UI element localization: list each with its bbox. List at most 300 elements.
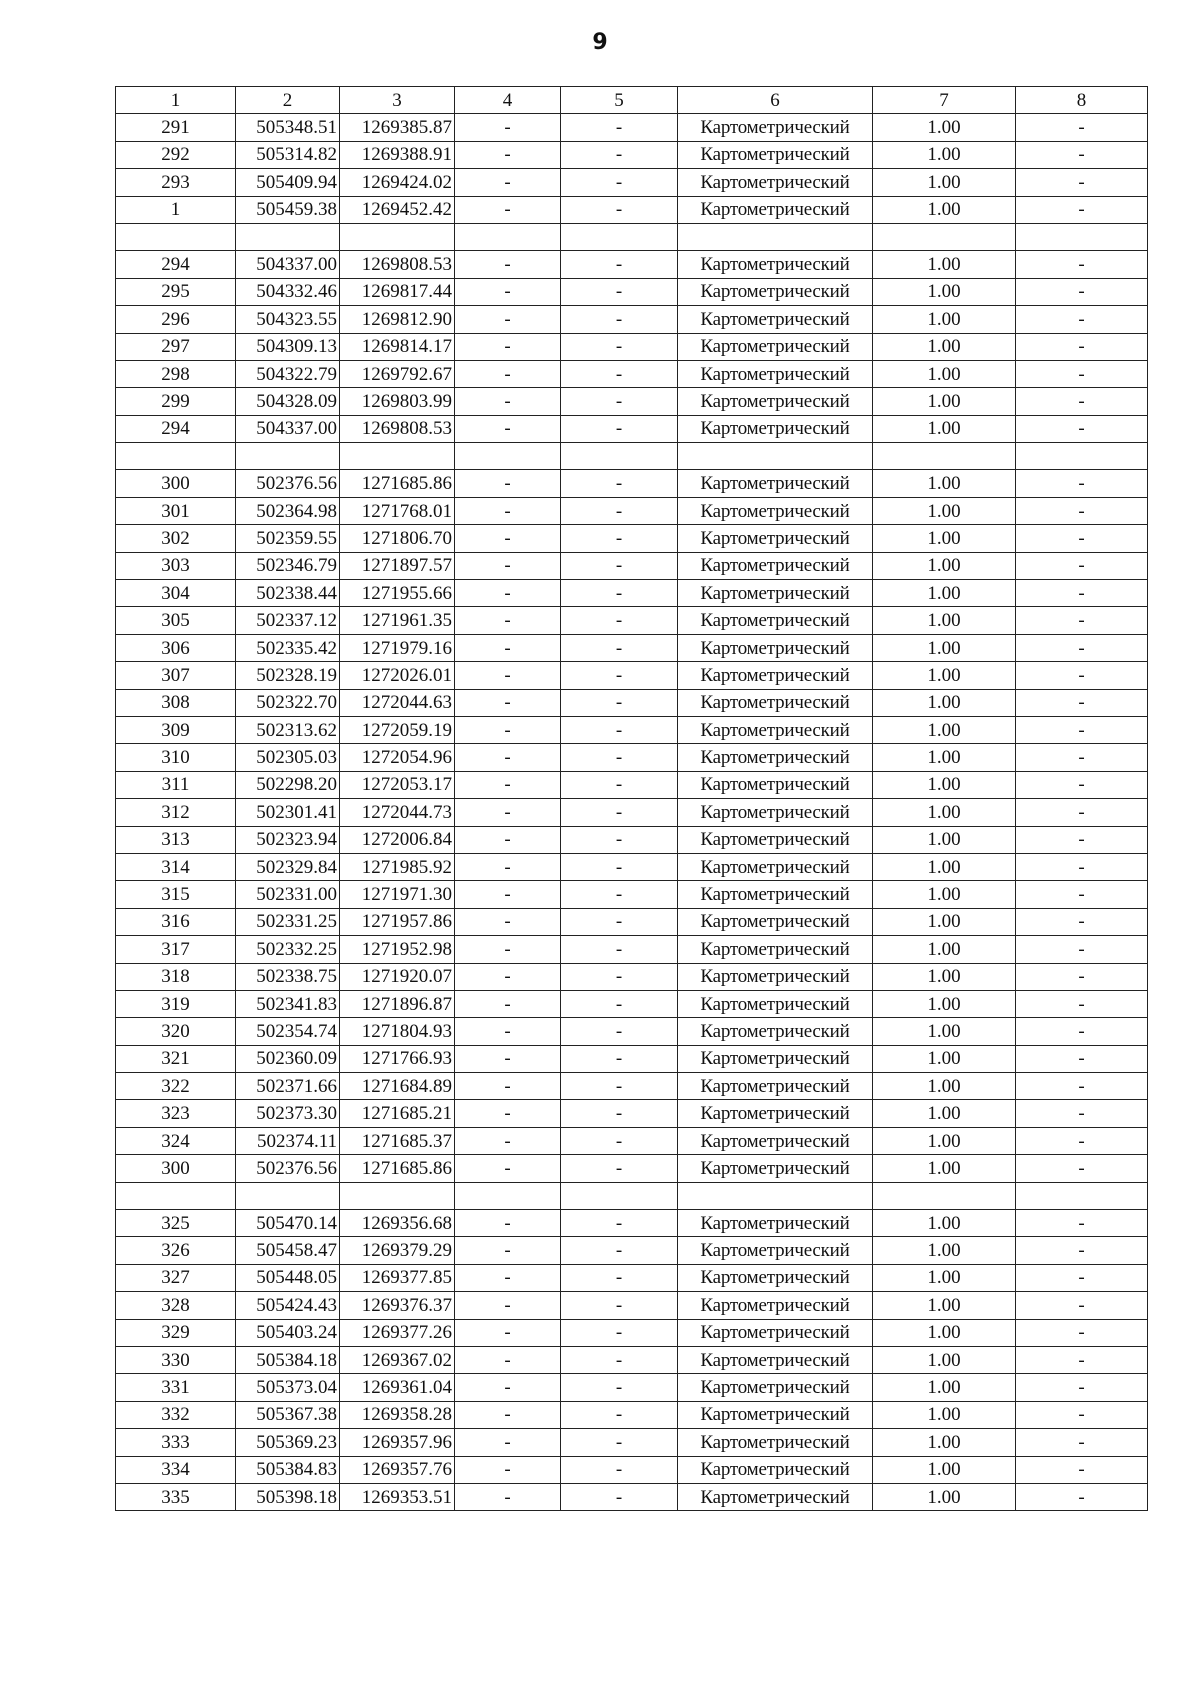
cell-x: 505448.05 xyxy=(236,1264,340,1291)
cell-col5: - xyxy=(561,1210,678,1237)
cell-col4: - xyxy=(455,1127,561,1154)
table-row xyxy=(116,333,1148,360)
cell-x: 502354.74 xyxy=(236,1018,340,1045)
cell-method: Картометрический xyxy=(678,1319,873,1346)
cell-y: 1272044.63 xyxy=(340,689,455,716)
cell-col5: - xyxy=(561,1456,678,1483)
cell-method: Картометрический xyxy=(678,1073,873,1100)
cell-col4: - xyxy=(455,1483,561,1510)
cell-point-number: 327 xyxy=(116,1264,236,1291)
cell-method: Картометрический xyxy=(678,1346,873,1373)
cell-accuracy: 1.00 xyxy=(873,990,1016,1017)
cell-y: 1269353.51 xyxy=(340,1483,455,1510)
cell-accuracy: 1.00 xyxy=(873,799,1016,826)
cell-col8: - xyxy=(1016,853,1148,880)
cell-x: 502331.25 xyxy=(236,908,340,935)
cell-method: Картометрический xyxy=(678,415,873,442)
table-row xyxy=(116,1210,1148,1237)
cell-point-number: 292 xyxy=(116,141,236,168)
cell-col8: - xyxy=(1016,744,1148,771)
table-row xyxy=(116,881,1148,908)
cell-accuracy: 1.00 xyxy=(873,360,1016,387)
cell-x: 504309.13 xyxy=(236,333,340,360)
cell-accuracy: 1.00 xyxy=(873,114,1016,141)
cell-x: 502376.56 xyxy=(236,1155,340,1182)
cell-col5: - xyxy=(561,1045,678,1072)
cell-method: Картометрический xyxy=(678,744,873,771)
cell-point-number xyxy=(116,223,236,250)
table-row xyxy=(116,497,1148,524)
cell-method: Картометрический xyxy=(678,525,873,552)
cell-col4: - xyxy=(455,333,561,360)
cell-y: 1271806.70 xyxy=(340,525,455,552)
cell-x: 504337.00 xyxy=(236,251,340,278)
cell-col4: - xyxy=(455,360,561,387)
cell-col8: - xyxy=(1016,908,1148,935)
cell-col5: - xyxy=(561,1264,678,1291)
cell-col5: - xyxy=(561,908,678,935)
cell-y: 1271971.30 xyxy=(340,881,455,908)
column-header: 3 xyxy=(340,87,455,114)
cell-accuracy: 1.00 xyxy=(873,1100,1016,1127)
cell-col5: - xyxy=(561,936,678,963)
cell-col8: - xyxy=(1016,1292,1148,1319)
column-header: 1 xyxy=(116,87,236,114)
table-row xyxy=(116,1182,1148,1209)
cell-y: 1269361.04 xyxy=(340,1374,455,1401)
cell-col5: - xyxy=(561,1483,678,1510)
cell-point-number: 294 xyxy=(116,415,236,442)
cell-point-number: 306 xyxy=(116,634,236,661)
cell-x: 505384.83 xyxy=(236,1456,340,1483)
column-header: 7 xyxy=(873,87,1016,114)
column-header: 4 xyxy=(455,87,561,114)
cell-col5: - xyxy=(561,278,678,305)
cell-method: Картометрический xyxy=(678,1127,873,1154)
cell-point-number: 335 xyxy=(116,1483,236,1510)
cell-col5: - xyxy=(561,771,678,798)
cell-col4: - xyxy=(455,1374,561,1401)
cell-accuracy: 1.00 xyxy=(873,936,1016,963)
cell-method: Картометрический xyxy=(678,1292,873,1319)
cell-col8: - xyxy=(1016,1100,1148,1127)
cell-point-number: 331 xyxy=(116,1374,236,1401)
cell-x: 504332.46 xyxy=(236,278,340,305)
cell-method: Картометрический xyxy=(678,552,873,579)
cell-col8: - xyxy=(1016,580,1148,607)
cell-accuracy: 1.00 xyxy=(873,1073,1016,1100)
cell-x: 505459.38 xyxy=(236,196,340,223)
cell-point-number: 314 xyxy=(116,853,236,880)
cell-y: 1271896.87 xyxy=(340,990,455,1017)
cell-accuracy: 1.00 xyxy=(873,525,1016,552)
table-row xyxy=(116,662,1148,689)
cell-y: 1269357.76 xyxy=(340,1456,455,1483)
cell-y: 1269803.99 xyxy=(340,388,455,415)
cell-col4: - xyxy=(455,278,561,305)
coordinates-table xyxy=(115,86,1148,1511)
table-row xyxy=(116,1018,1148,1045)
cell-method: Картометрический xyxy=(678,306,873,333)
table-header-row xyxy=(116,87,1148,114)
cell-point-number xyxy=(116,1182,236,1209)
cell-x: 504322.79 xyxy=(236,360,340,387)
cell-col5 xyxy=(561,1182,678,1209)
cell-col4 xyxy=(455,1182,561,1209)
cell-accuracy: 1.00 xyxy=(873,1045,1016,1072)
table-row xyxy=(116,141,1148,168)
cell-y: 1269377.85 xyxy=(340,1264,455,1291)
cell-col8: - xyxy=(1016,1155,1148,1182)
column-header: 2 xyxy=(236,87,340,114)
cell-col5: - xyxy=(561,1018,678,1045)
cell-y: 1272026.01 xyxy=(340,662,455,689)
cell-method: Картометрический xyxy=(678,1374,873,1401)
cell-col5: - xyxy=(561,1319,678,1346)
cell-accuracy: 1.00 xyxy=(873,552,1016,579)
cell-method: Картометрический xyxy=(678,881,873,908)
cell-x: 505409.94 xyxy=(236,169,340,196)
cell-x: 502359.55 xyxy=(236,525,340,552)
cell-col8: - xyxy=(1016,333,1148,360)
cell-x: 502338.75 xyxy=(236,963,340,990)
cell-accuracy: 1.00 xyxy=(873,853,1016,880)
table-row xyxy=(116,1429,1148,1456)
cell-x: 502329.84 xyxy=(236,853,340,880)
cell-point-number: 317 xyxy=(116,936,236,963)
table-row xyxy=(116,1483,1148,1510)
cell-y: 1269812.90 xyxy=(340,306,455,333)
cell-accuracy: 1.00 xyxy=(873,333,1016,360)
cell-col5: - xyxy=(561,525,678,552)
cell-accuracy: 1.00 xyxy=(873,141,1016,168)
cell-col8: - xyxy=(1016,497,1148,524)
cell-method: Картометрический xyxy=(678,1401,873,1428)
cell-col5: - xyxy=(561,141,678,168)
cell-col5: - xyxy=(561,634,678,661)
cell-y: 1269376.37 xyxy=(340,1292,455,1319)
cell-col8: - xyxy=(1016,196,1148,223)
cell-accuracy: 1.00 xyxy=(873,1401,1016,1428)
cell-col8: - xyxy=(1016,1456,1148,1483)
cell-col5: - xyxy=(561,689,678,716)
cell-col8: - xyxy=(1016,1018,1148,1045)
cell-point-number: 305 xyxy=(116,607,236,634)
cell-method: Картометрический xyxy=(678,251,873,278)
cell-col8 xyxy=(1016,223,1148,250)
cell-accuracy: 1.00 xyxy=(873,1429,1016,1456)
cell-col4: - xyxy=(455,1264,561,1291)
cell-col4: - xyxy=(455,552,561,579)
cell-accuracy: 1.00 xyxy=(873,1018,1016,1045)
cell-accuracy: 1.00 xyxy=(873,1292,1016,1319)
cell-accuracy: 1.00 xyxy=(873,771,1016,798)
cell-col5: - xyxy=(561,251,678,278)
cell-point-number: 298 xyxy=(116,360,236,387)
cell-x: 502313.62 xyxy=(236,716,340,743)
cell-method: Картометрический xyxy=(678,634,873,661)
cell-accuracy: 1.00 xyxy=(873,1155,1016,1182)
cell-y: 1269357.96 xyxy=(340,1429,455,1456)
cell-point-number: 291 xyxy=(116,114,236,141)
cell-point-number: 316 xyxy=(116,908,236,935)
cell-col4: - xyxy=(455,1237,561,1264)
cell-col5: - xyxy=(561,1346,678,1373)
cell-x: 502332.25 xyxy=(236,936,340,963)
cell-x: 505369.23 xyxy=(236,1429,340,1456)
cell-accuracy: 1.00 xyxy=(873,196,1016,223)
cell-col8: - xyxy=(1016,1210,1148,1237)
cell-accuracy: 1.00 xyxy=(873,826,1016,853)
cell-col5: - xyxy=(561,114,678,141)
cell-point-number: 322 xyxy=(116,1073,236,1100)
cell-accuracy: 1.00 xyxy=(873,306,1016,333)
cell-method: Картометрический xyxy=(678,771,873,798)
cell-col4: - xyxy=(455,169,561,196)
column-header: 6 xyxy=(678,87,873,114)
cell-col5: - xyxy=(561,580,678,607)
cell-col5: - xyxy=(561,1429,678,1456)
cell-col5: - xyxy=(561,415,678,442)
cell-x: 502371.66 xyxy=(236,1073,340,1100)
table-row xyxy=(116,360,1148,387)
cell-col8: - xyxy=(1016,826,1148,853)
table-row xyxy=(116,415,1148,442)
cell-method: Картометрический xyxy=(678,497,873,524)
cell-point-number: 315 xyxy=(116,881,236,908)
column-header: 8 xyxy=(1016,87,1148,114)
cell-method: Картометрический xyxy=(678,1210,873,1237)
table-row xyxy=(116,826,1148,853)
cell-accuracy: 1.00 xyxy=(873,1319,1016,1346)
cell-method: Картометрический xyxy=(678,799,873,826)
cell-accuracy: 1.00 xyxy=(873,169,1016,196)
table-row xyxy=(116,634,1148,661)
cell-x: 505403.24 xyxy=(236,1319,340,1346)
cell-col5: - xyxy=(561,1127,678,1154)
cell-col4: - xyxy=(455,1018,561,1045)
cell-x: 502337.12 xyxy=(236,607,340,634)
cell-method: Картометрический xyxy=(678,826,873,853)
cell-col5: - xyxy=(561,470,678,497)
cell-col4: - xyxy=(455,1319,561,1346)
cell-x xyxy=(236,1182,340,1209)
cell-y: 1271920.07 xyxy=(340,963,455,990)
cell-accuracy: 1.00 xyxy=(873,1346,1016,1373)
cell-accuracy: 1.00 xyxy=(873,634,1016,661)
cell-x: 505470.14 xyxy=(236,1210,340,1237)
cell-col5: - xyxy=(561,799,678,826)
cell-col8: - xyxy=(1016,525,1148,552)
cell-col4: - xyxy=(455,1210,561,1237)
table-row xyxy=(116,1155,1148,1182)
cell-col4: - xyxy=(455,415,561,442)
cell-accuracy: 1.00 xyxy=(873,662,1016,689)
cell-point-number: 326 xyxy=(116,1237,236,1264)
cell-point-number: 330 xyxy=(116,1346,236,1373)
cell-col4: - xyxy=(455,1100,561,1127)
cell-accuracy: 1.00 xyxy=(873,716,1016,743)
table-row xyxy=(116,990,1148,1017)
cell-y: 1269385.87 xyxy=(340,114,455,141)
cell-col8: - xyxy=(1016,634,1148,661)
cell-point-number: 321 xyxy=(116,1045,236,1072)
cell-col8: - xyxy=(1016,1374,1148,1401)
cell-method: Картометрический xyxy=(678,853,873,880)
table-row xyxy=(116,1401,1148,1428)
cell-x: 502376.56 xyxy=(236,470,340,497)
table-row xyxy=(116,744,1148,771)
cell-method: Картометрический xyxy=(678,1100,873,1127)
cell-col4: - xyxy=(455,1155,561,1182)
column-header: 5 xyxy=(561,87,678,114)
cell-y: 1271979.16 xyxy=(340,634,455,661)
cell-y: 1269356.68 xyxy=(340,1210,455,1237)
cell-method: Картометрический xyxy=(678,1483,873,1510)
cell-point-number: 295 xyxy=(116,278,236,305)
cell-accuracy: 1.00 xyxy=(873,388,1016,415)
cell-point-number: 297 xyxy=(116,333,236,360)
cell-y: 1271804.93 xyxy=(340,1018,455,1045)
cell-col4: - xyxy=(455,771,561,798)
cell-col5: - xyxy=(561,306,678,333)
cell-col5: - xyxy=(561,497,678,524)
cell-x: 502328.19 xyxy=(236,662,340,689)
cell-y: 1271955.66 xyxy=(340,580,455,607)
cell-point-number: 300 xyxy=(116,1155,236,1182)
cell-point-number: 318 xyxy=(116,963,236,990)
cell-col8: - xyxy=(1016,1045,1148,1072)
table-row xyxy=(116,1346,1148,1373)
cell-x: 502374.11 xyxy=(236,1127,340,1154)
cell-col8: - xyxy=(1016,169,1148,196)
cell-y xyxy=(340,1182,455,1209)
cell-accuracy: 1.00 xyxy=(873,607,1016,634)
cell-y: 1269808.53 xyxy=(340,251,455,278)
cell-col4: - xyxy=(455,388,561,415)
cell-accuracy: 1.00 xyxy=(873,580,1016,607)
cell-method: Картометрический xyxy=(678,1045,873,1072)
cell-accuracy: 1.00 xyxy=(873,1483,1016,1510)
cell-accuracy: 1.00 xyxy=(873,497,1016,524)
cell-accuracy: 1.00 xyxy=(873,278,1016,305)
cell-method: Картометрический xyxy=(678,607,873,634)
cell-method: Картометрический xyxy=(678,360,873,387)
cell-col8: - xyxy=(1016,689,1148,716)
table-row xyxy=(116,525,1148,552)
cell-col5: - xyxy=(561,1374,678,1401)
table-row xyxy=(116,1045,1148,1072)
cell-method: Картометрический xyxy=(678,1429,873,1456)
cell-method xyxy=(678,1182,873,1209)
cell-point-number: 333 xyxy=(116,1429,236,1456)
cell-method: Картометрический xyxy=(678,169,873,196)
cell-x: 505384.18 xyxy=(236,1346,340,1373)
cell-col8: - xyxy=(1016,415,1148,442)
cell-point-number: 293 xyxy=(116,169,236,196)
cell-point-number: 299 xyxy=(116,388,236,415)
cell-point-number: 312 xyxy=(116,799,236,826)
cell-x: 504328.09 xyxy=(236,388,340,415)
cell-col8: - xyxy=(1016,799,1148,826)
cell-col4: - xyxy=(455,799,561,826)
cell-col5: - xyxy=(561,196,678,223)
cell-point-number: 310 xyxy=(116,744,236,771)
cell-method: Картометрический xyxy=(678,1456,873,1483)
cell-y: 1269814.17 xyxy=(340,333,455,360)
cell-y: 1272054.96 xyxy=(340,744,455,771)
cell-method: Картометрический xyxy=(678,388,873,415)
cell-x: 502323.94 xyxy=(236,826,340,853)
cell-col4: - xyxy=(455,196,561,223)
cell-col4: - xyxy=(455,744,561,771)
cell-col5: - xyxy=(561,1292,678,1319)
cell-y: 1271684.89 xyxy=(340,1073,455,1100)
cell-col4: - xyxy=(455,1073,561,1100)
cell-y: 1271768.01 xyxy=(340,497,455,524)
table-row xyxy=(116,1100,1148,1127)
cell-point-number: 320 xyxy=(116,1018,236,1045)
cell-col8: - xyxy=(1016,1483,1148,1510)
cell-accuracy: 1.00 xyxy=(873,1374,1016,1401)
cell-col8: - xyxy=(1016,306,1148,333)
cell-col4: - xyxy=(455,1456,561,1483)
cell-col8: - xyxy=(1016,1319,1148,1346)
cell-method: Картометрический xyxy=(678,908,873,935)
table-row xyxy=(116,443,1148,470)
cell-method: Картометрический xyxy=(678,141,873,168)
cell-x: 505314.82 xyxy=(236,141,340,168)
cell-col8: - xyxy=(1016,1073,1148,1100)
cell-point-number: 323 xyxy=(116,1100,236,1127)
cell-y: 1272059.19 xyxy=(340,716,455,743)
page-number: 9 xyxy=(592,30,608,55)
table-row xyxy=(116,963,1148,990)
cell-point-number: 294 xyxy=(116,251,236,278)
cell-col4: - xyxy=(455,936,561,963)
cell-col5 xyxy=(561,443,678,470)
cell-point-number: 304 xyxy=(116,580,236,607)
cell-x: 502322.70 xyxy=(236,689,340,716)
cell-col4: - xyxy=(455,1292,561,1319)
cell-col5: - xyxy=(561,1073,678,1100)
cell-col8: - xyxy=(1016,251,1148,278)
table-row xyxy=(116,1073,1148,1100)
cell-col4: - xyxy=(455,525,561,552)
cell-accuracy: 1.00 xyxy=(873,415,1016,442)
cell-col8: - xyxy=(1016,1429,1148,1456)
cell-accuracy xyxy=(873,223,1016,250)
cell-col4: - xyxy=(455,1429,561,1456)
cell-col8: - xyxy=(1016,1127,1148,1154)
cell-method: Картометрический xyxy=(678,716,873,743)
cell-col5: - xyxy=(561,853,678,880)
cell-y: 1269792.67 xyxy=(340,360,455,387)
cell-x: 504337.00 xyxy=(236,415,340,442)
cell-col4: - xyxy=(455,853,561,880)
cell-col4: - xyxy=(455,497,561,524)
cell-x: 502360.09 xyxy=(236,1045,340,1072)
cell-col5: - xyxy=(561,744,678,771)
cell-y: 1271685.86 xyxy=(340,1155,455,1182)
cell-method: Картометрический xyxy=(678,662,873,689)
cell-col5: - xyxy=(561,388,678,415)
cell-method: Картометрический xyxy=(678,333,873,360)
table-row xyxy=(116,853,1148,880)
cell-point-number: 309 xyxy=(116,716,236,743)
cell-col4: - xyxy=(455,634,561,661)
cell-col5: - xyxy=(561,990,678,1017)
